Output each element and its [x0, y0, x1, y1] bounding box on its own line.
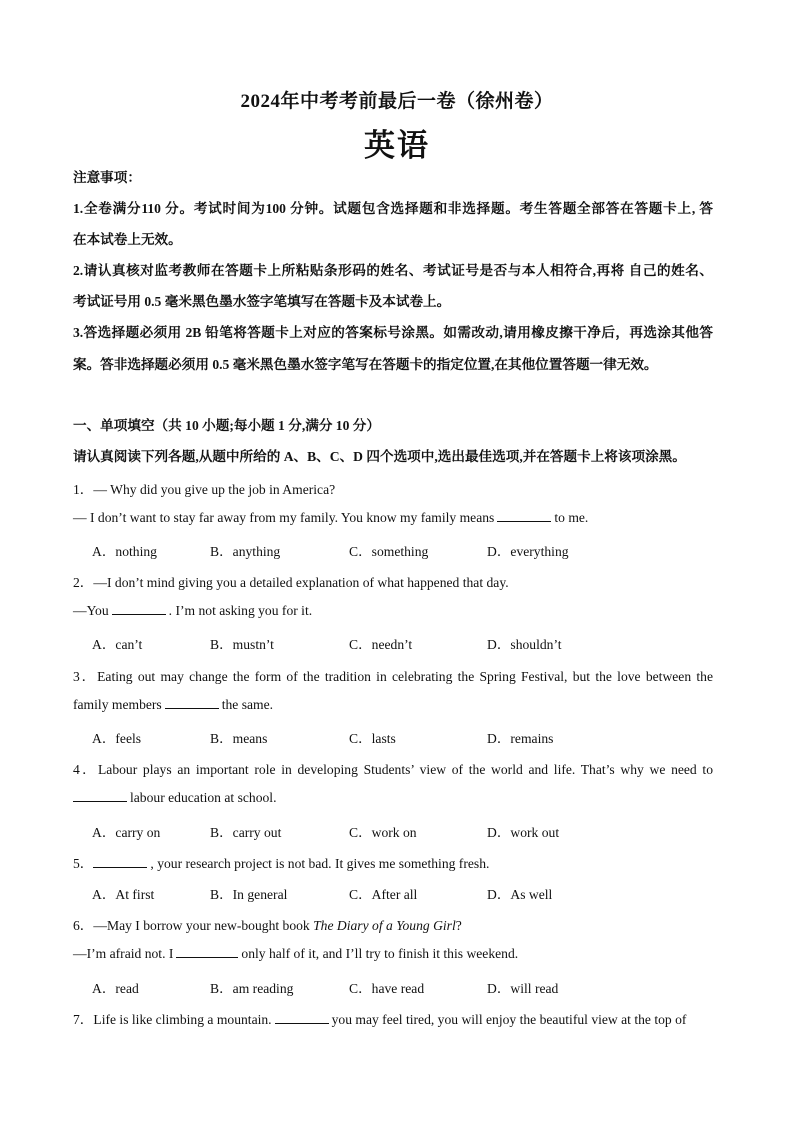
option-d: D．shouldn’t: [487, 637, 562, 652]
option-c: C．something: [349, 544, 429, 559]
question-3-stem-text: family members: [73, 697, 162, 712]
question-1-response-tail: to me.: [554, 510, 589, 525]
section-1-heading: 一、单项填空（共 10 小题;每小题 1 分,满分 10 分）: [73, 418, 380, 433]
notice-item-1-line-2: 在本试卷上无效。: [73, 232, 182, 247]
answer-blank: [93, 855, 147, 868]
question-4-stem-cont: [73, 789, 723, 806]
option-a: A．carry on: [92, 825, 161, 840]
option-b: B．am reading: [210, 981, 294, 996]
section-1-instruction: 请认真阅读下列各题,从题中所给的 A、B、C、D 四个选项中,选出最佳选项,并在答题卡上将该项涂黑。: [73, 449, 686, 464]
exam-title: 2024年中考考前最后一卷（徐州卷）: [240, 91, 554, 112]
notice-item-2-line-1: 2.请认真核对监考教师在答题卡上所粘贴条形码的姓名、考试证号是否与本人相符合,再将 自己的姓名、: [73, 263, 713, 278]
option-b: B．means: [210, 731, 268, 746]
option-d: D．everything: [487, 544, 569, 559]
question-5-stem-text: , your research project is not bad. It gives me something fresh.: [150, 856, 490, 871]
question-6-stem-text: 6．—May I borrow your new-bought book: [73, 918, 314, 933]
option-d: D．will read: [487, 981, 559, 996]
book-title: The Diary of a Young Girl: [313, 918, 456, 933]
question-5-number: 5．: [73, 856, 94, 871]
option-a: A．nothing: [92, 544, 157, 559]
notice-item-1-line-1: 1.全卷满分110 分。考试时间为100 分钟。试题包含选择题和非选择题。考生答题全部答在答题卡上, 答: [73, 201, 713, 216]
notice-heading: 注意事项：: [73, 170, 141, 185]
option-b: B．carry out: [210, 825, 282, 840]
question-6-response-text: —I’m afraid not. I: [73, 946, 174, 961]
answer-blank: [176, 945, 238, 958]
question-1-response-text: — I don’t want to stay far away from my family. You know my family means: [73, 510, 495, 525]
question-4-stem-tail: labour education at school.: [130, 790, 277, 805]
answer-blank: [165, 696, 219, 709]
question-6-stem: [73, 914, 723, 934]
question-6-response: [73, 945, 723, 962]
question-3-stem-tail: the same.: [221, 697, 274, 712]
notice-item-3-line-1: 3.答选择题必须用 2B 铅笔将答题卡上对应的答案标号涂黑。如需改动,请用橡皮擦干净后，再选涂其他答: [73, 325, 713, 340]
question-2-stem: 2．—I don’t mind giving you a detailed explanation of what happened that day.: [73, 575, 509, 590]
question-3-stem-cont: [73, 696, 723, 713]
answer-blank: [73, 789, 127, 802]
question-2-response-text: —You: [73, 603, 109, 618]
option-c: C．have read: [349, 981, 425, 996]
question-3-stem: 3．Eating out may change the form of the tradition in celebrating the Spring Festival, but the love between the: [73, 669, 713, 684]
question-2-response-tail: . I’m not asking you for it.: [168, 603, 313, 618]
answer-blank: [275, 1011, 329, 1024]
notice-item-3-line-2: 案。答非选择题必须用 0.5 毫米黑色墨水签字笔写在答题卡的指定位置,在其他位置答题一律无效。: [73, 357, 658, 372]
option-d: D．As well: [487, 887, 553, 902]
subject-title: 英语: [364, 128, 430, 163]
option-a: A．can’t: [92, 637, 143, 652]
option-c: C．After all: [349, 887, 418, 902]
question-4-stem: 4．Labour plays an important role in developing Students’ view of the world and life. That’s why we need to: [73, 762, 713, 777]
notice-item-2-line-2: 考试证号用 0.5 毫米黑色墨水签字笔填写在答题卡及本试卷上。: [73, 294, 451, 309]
question-2-response: [73, 602, 723, 619]
option-c: C．work on: [349, 825, 417, 840]
question-7-stem-text: 7．Life is like climbing a mountain.: [73, 1012, 272, 1027]
question-1-stem: 1．— Why did you give up the job in America?: [73, 482, 336, 497]
question-7-stem-tail: you may feel tired, you will enjoy the beautiful view at the top of: [331, 1012, 687, 1027]
option-b: B．anything: [210, 544, 281, 559]
question-7-stem: [73, 1008, 723, 1028]
option-d: D．work out: [487, 825, 560, 840]
option-b: B．mustn’t: [210, 637, 274, 652]
option-a: A．feels: [92, 731, 142, 746]
option-a: A．At first: [92, 887, 155, 902]
answer-blank: [112, 602, 166, 615]
question-1-response: [73, 509, 723, 526]
option-b: B．In general: [210, 887, 288, 902]
question-6-stem-tail: ?: [455, 918, 462, 933]
question-6-response-tail: only half of it, and I’ll try to finish it this weekend.: [241, 946, 519, 961]
option-d: D．remains: [487, 731, 554, 746]
answer-blank: [497, 509, 551, 522]
option-a: A．read: [92, 981, 139, 996]
option-c: C．lasts: [349, 731, 396, 746]
question-5-stem: [73, 852, 723, 872]
option-c: C．needn’t: [349, 637, 413, 652]
